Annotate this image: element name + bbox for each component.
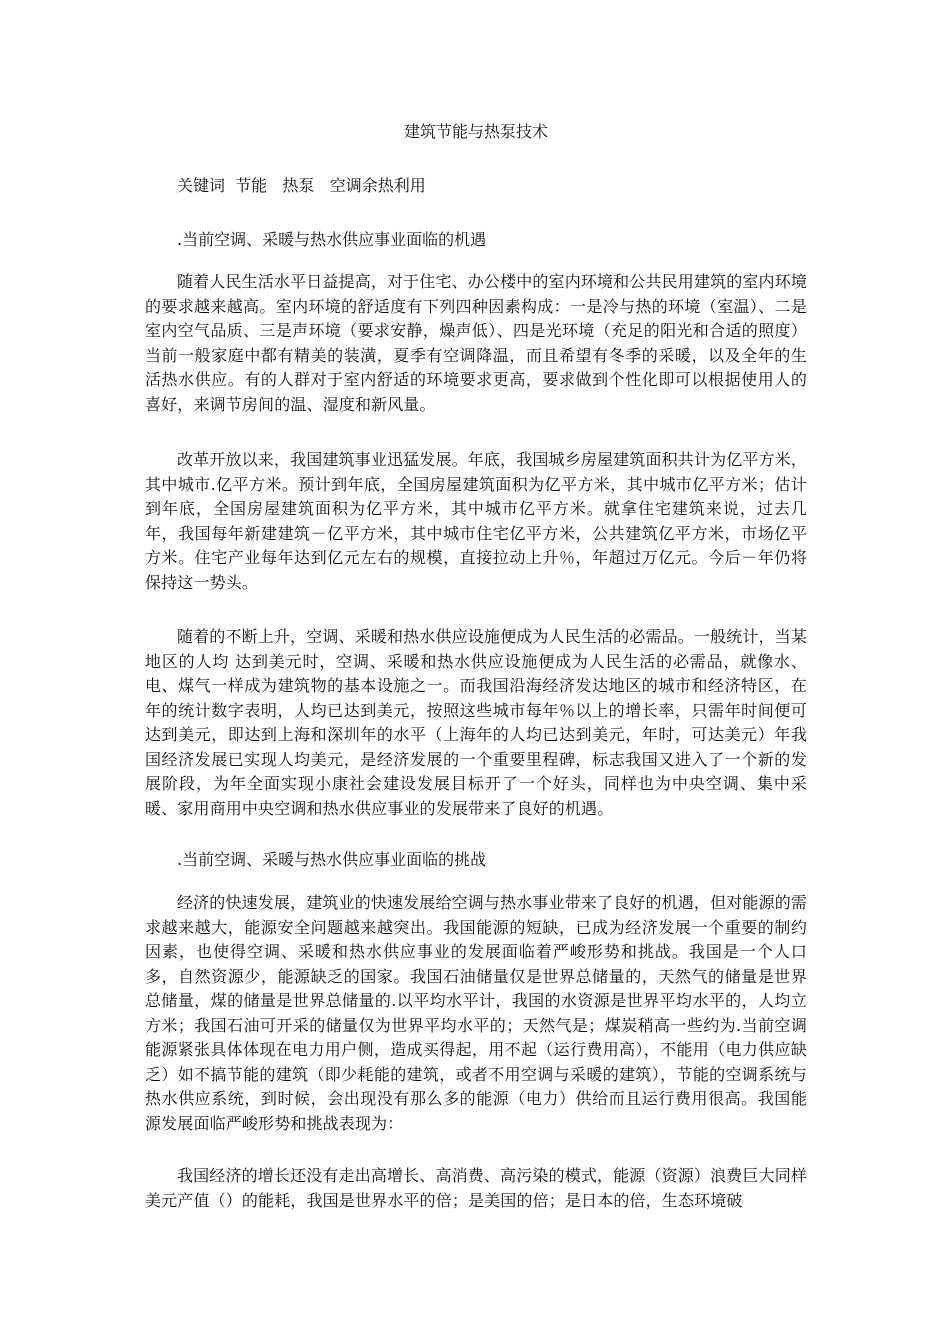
- section-heading-opportunities: .当前空调、采暖与热水供应事业面临的机遇: [177, 230, 487, 249]
- paragraph: 经济的快速发展，建筑业的快速发展给空调与热水事业带来了良好的机遇，但对能源的需求越来越大，能源安全问题越来越突出。我国能源的短缺，已成为经济发展一个重要的制约因素，也使得空调、采暖和热水供应事业的发展面临着严峻形势和挑战。我国是一个人口多，自然资源少，能源缺乏的国家。我国石油储量仅是世界总储量的，天然气的储量是世界总储量，煤的储量是世界总储量的.以平均水平计，我国的水资源是世界平均水平的，人均立方米；我国石油可开采的储量仅为世界平均水平的；天然气是；煤炭稍高一些约为.当前空调能源紧张具体体现在电力用户侧，造成买得起，用不起（运行费用高），不能用（电力供应缺乏）如不搞节能的建筑（即少耗能的建筑，或者不用空调与采暖的建筑），节能的空调系统与热水供应系统，到时候，会出现没有那么多的能源（电力）供给而且运行费用很高。我国能源发展面临严峻形势和挑战表现为：: [145, 893, 807, 1133]
- paragraph: 我国经济的增长还没有走出高增长、高消费、高污染的模式，能源（资源）浪费巨大同样美元产值（）的能耗，我国是世界水平的倍；是美国的倍；是日本的倍，生态环境破: [145, 1166, 807, 1210]
- paragraph: 改革开放以来，我国建筑事业迅猛发展。年底，我国城乡房屋建筑面积共计为亿平方米，其中城市.亿平方米。预计到年底，全国房屋建筑面积为亿平方米，其中城市亿平方米；估计到年底，全国房屋建筑面积为亿平方米，其中城市亿平方米。就拿住宅建筑来说，过去几年，我国每年新建建筑－亿平方米，其中城市住宅亿平方米，公共建筑亿平方米，市场亿平方米。住宅产业每年达到亿元左右的规模，直接拉动上升％，年超过万亿元。今后－年仍将保持这一势头。: [145, 450, 807, 592]
- paragraph: 随着人民生活水平日益提高，对于住宅、办公楼中的室内环境和公共民用建筑的室内环境的要求越来越高。室内环境的舒适度有下列四种因素构成：一是冷与热的环境（室温）、二是室内空气品质、三是声环境（要求安静，燥声低）、四是光环境（充足的阳光和合适的照度）当前一般家庭中都有精美的装潢，夏季有空调降温，而且希望有冬季的采暖，以及全年的生活热水供应。有的人群对于室内舒适的环境要求更高，要求做到个性化即可以根据使用人的喜好，来调节房间的温、湿度和新风量。: [145, 272, 807, 414]
- keywords-line: 关键词 节能 热泵 空调余热利用: [177, 176, 426, 195]
- paragraph: 随着的不断上升，空调、采暖和热水供应设施便成为人民生活的必需品。一般统计，当某地区的人均 达到美元时，空调、采暖和热水供应设施便成为人民生活的必需品，就像水、电、煤气一样成为建筑物的基本设施之一。而我国沿海经济发达地区的城市和经济特区，在年的统计数字表明，人均已达到美元，按照这些城市每年％以上的增长率，只需年时间便可达到美元，即达到上海和深圳年的水平（上海年的人均已达到美元，年时，可达美元）年我国经济发展已实现人均美元，是经济发展的一个重要里程碑，标志我国又进入了一个新的发展阶段，为年全面实现小康社会建设发展目标开了一个好头，同样也为中央空调、集中采暖、家用商用中央空调和热水供应事业的发展带来了良好的机遇。: [145, 627, 807, 818]
- section-heading-challenges: .当前空调、采暖与热水供应事业面临的挑战: [177, 850, 487, 869]
- document-title: 建筑节能与热泵技术: [403, 122, 548, 141]
